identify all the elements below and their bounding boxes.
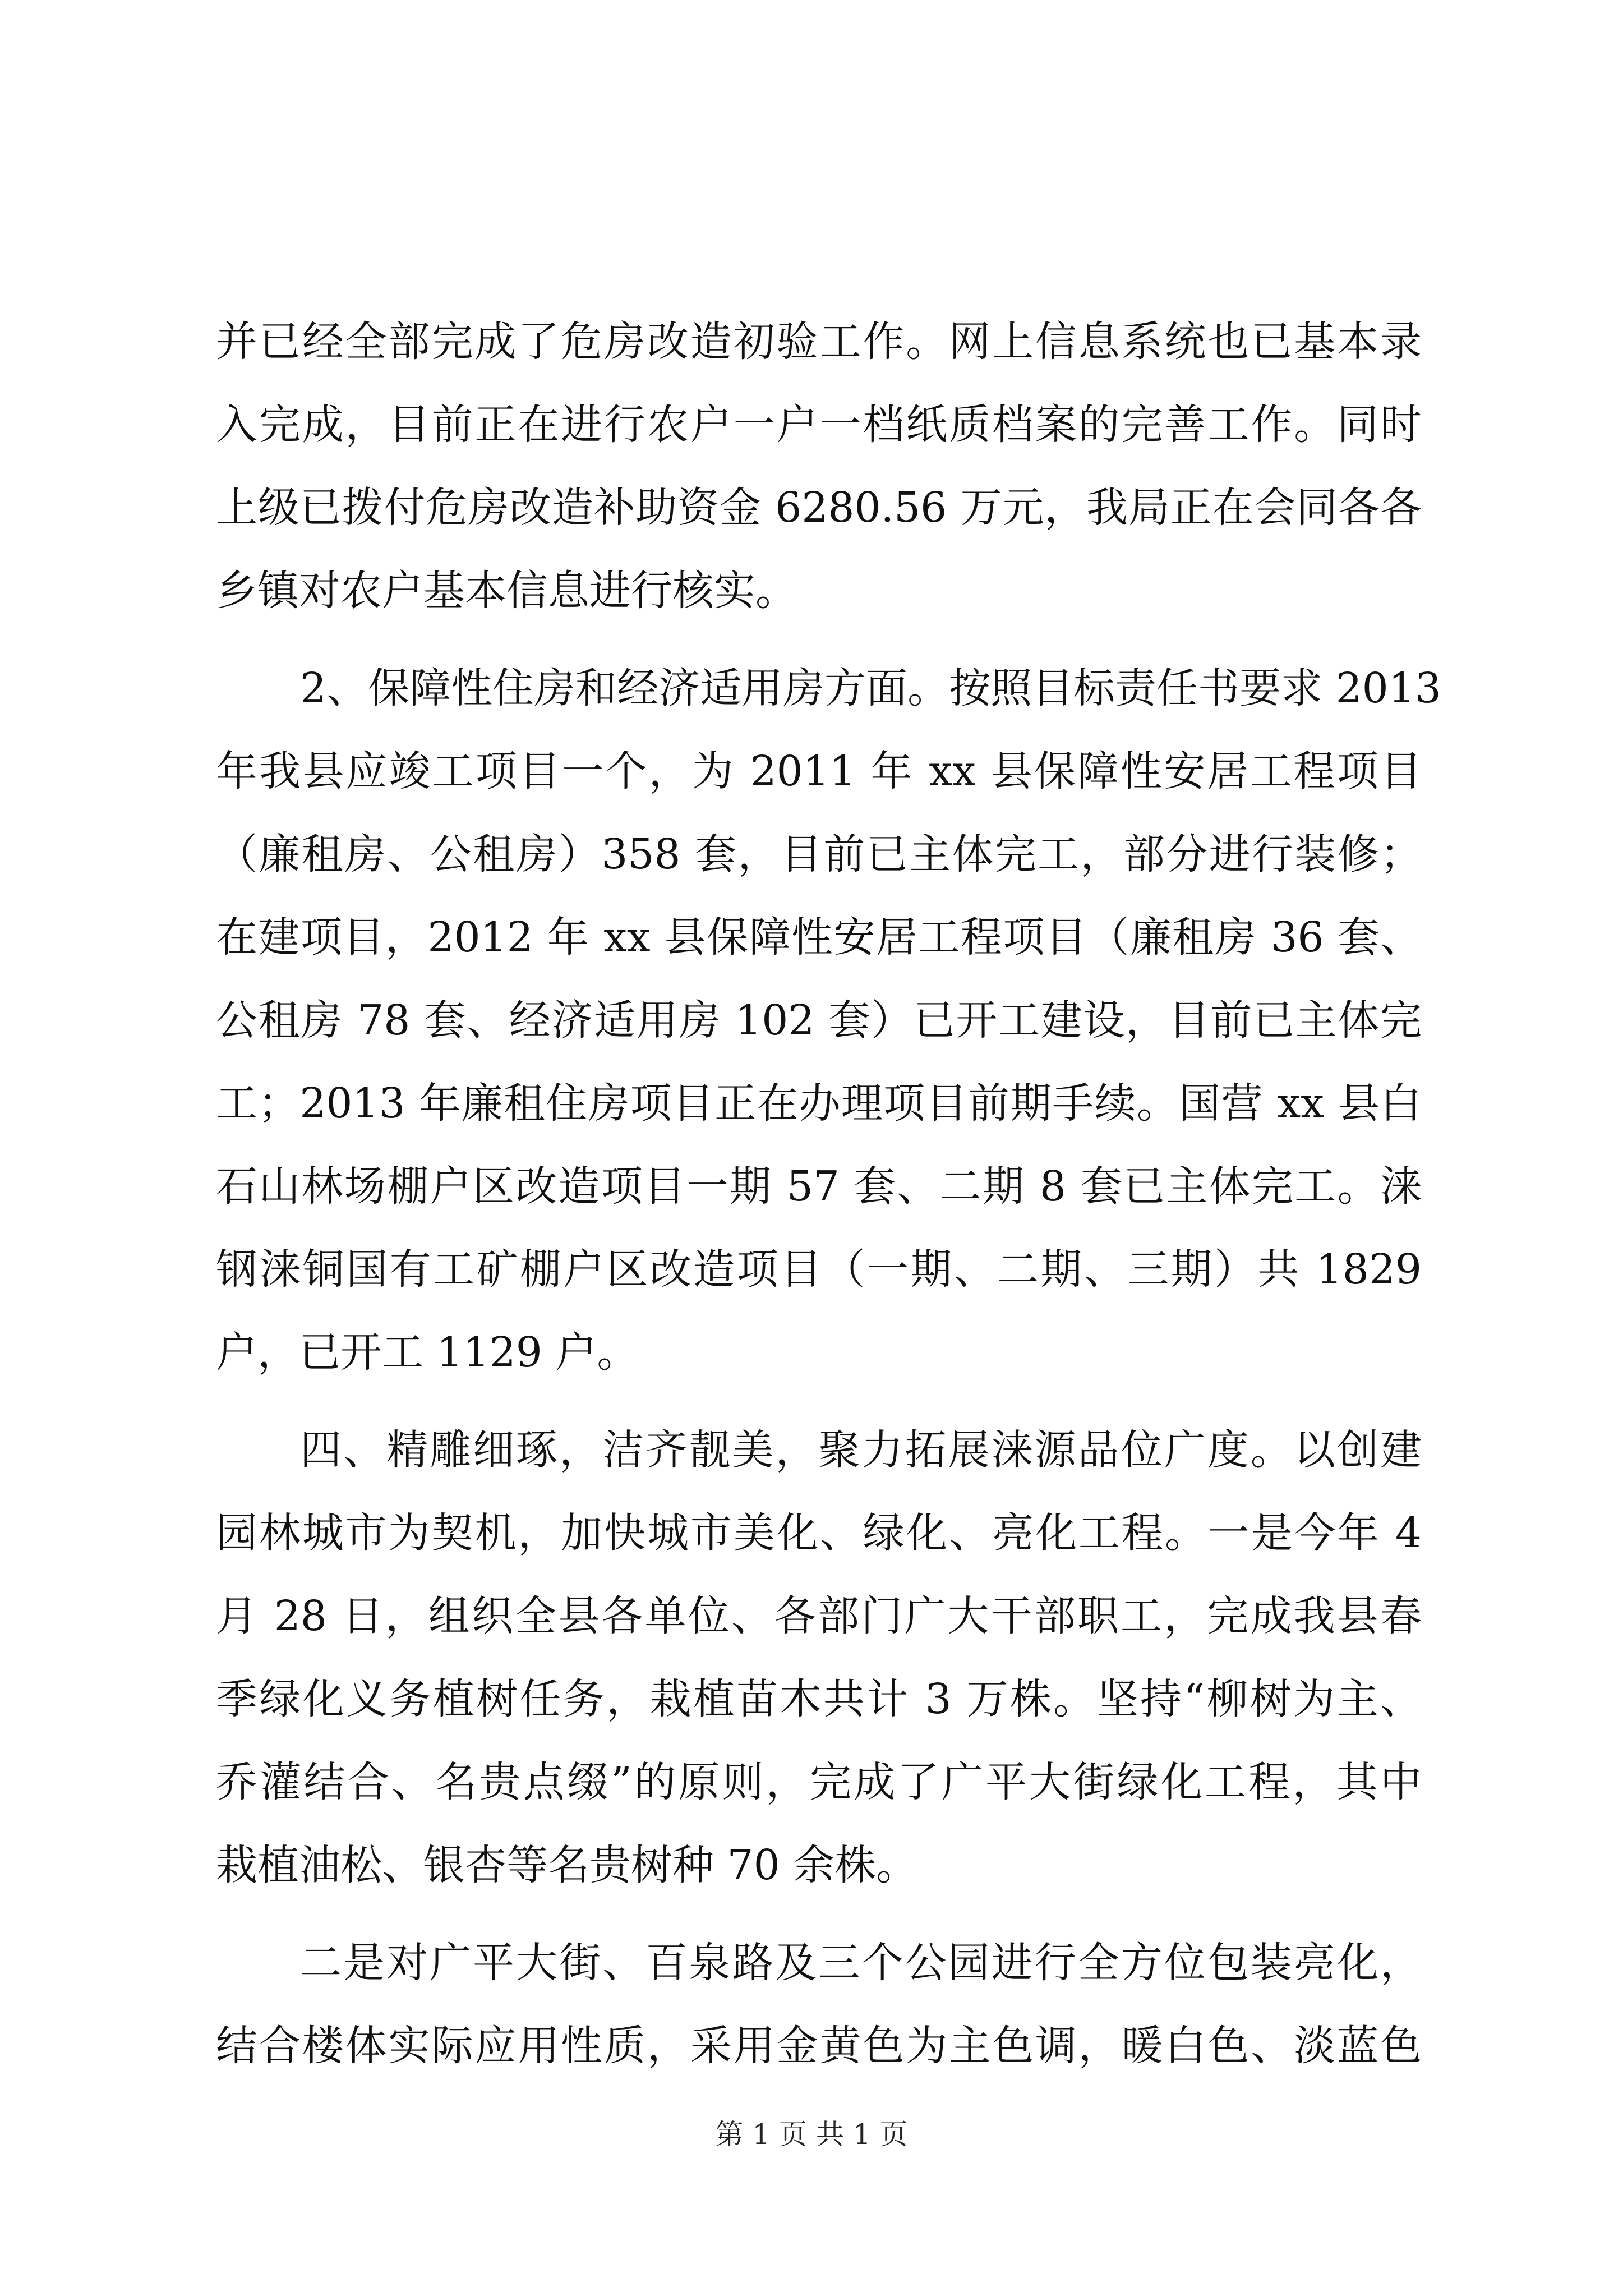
text-line: 入完成，目前正在进行农户一户一档纸质档案的完善工作。同时: [216, 401, 1422, 449]
text-line: 并已经全部完成了危房改造初验工作。网上信息系统也已基本录: [216, 318, 1422, 366]
text-line: 乔灌结合、名贵点缀”的原则，完成了广平大街绿化工程，其中: [216, 1758, 1422, 1806]
text-line: 年我县应竣工项目一个，为 2011 年 xx 县保障性安居工程项目: [216, 747, 1422, 795]
paragraph-1: [216, 300, 1422, 632]
page-number-label: 第 1 页 共 1 页: [715, 2118, 908, 2151]
text-line: 二是对广平大街、百泉路及三个公园进行全方位包装亮化，: [300, 1939, 1422, 1987]
paragraph-3: [216, 1409, 1422, 1907]
text-line: 月 28 日，组织全县各单位、各部门广大干部职工，完成我县春: [216, 1592, 1422, 1640]
paragraph-2: [216, 647, 1441, 1394]
document-body: [216, 300, 1441, 2087]
text-line: 上级已拨付危房改造补助资金 6280.56 万元，我局正在会同各各: [216, 484, 1422, 532]
text-line: 石山林场棚户区改造项目一期 57 套、二期 8 套已主体完工。涞: [216, 1162, 1422, 1211]
text-line: 乡镇对农户基本信息进行核实。: [216, 567, 797, 615]
text-line: 园林城市为契机，加快城市美化、绿化、亮化工程。一是今年 4: [216, 1509, 1422, 1557]
paragraph-gap: [216, 1907, 1422, 1921]
text-line: 户，已开工 1129 户。: [216, 1328, 639, 1377]
text-line: 季绿化义务植树任务，栽植苗木共计 3 万株。坚持“柳树为主、: [216, 1675, 1422, 1723]
text-line: 公租房 78 套、经济适用房 102 套）已开工建设，目前已主体完: [216, 996, 1422, 1045]
paragraph-gap: [216, 1394, 1422, 1409]
page-footer: [0, 2115, 1623, 2154]
text-line: 在建项目，2012 年 xx 县保障性安居工程项目（廉租房 36 套、: [216, 913, 1422, 961]
text-line: 四、精雕细琢，洁齐靓美，聚力拓展涞源品位广度。以创建: [300, 1426, 1422, 1474]
text-line: 栽植油松、银杏等名贵树种 70 余株。: [216, 1841, 918, 1889]
paragraph-4: [216, 1921, 1422, 2087]
paragraph-gap: [216, 632, 1422, 647]
text-line: （廉租房、公租房）358 套，目前已主体完工，部分进行装修；: [216, 830, 1422, 878]
text-line: 工；2013 年廉租住房项目正在办理项目前期手续。国营 xx 县白: [216, 1079, 1422, 1128]
text-line: 2、保障性住房和经济适用房方面。按照目标责任书要求 2013: [300, 664, 1441, 712]
text-line: 结合楼体实际应用性质，采用金黄色为主色调，暖白色、淡蓝色: [216, 2022, 1422, 2070]
text-line: 钢涞铜国有工矿棚户区改造项目（一期、二期、三期）共 1829: [216, 1245, 1422, 1294]
